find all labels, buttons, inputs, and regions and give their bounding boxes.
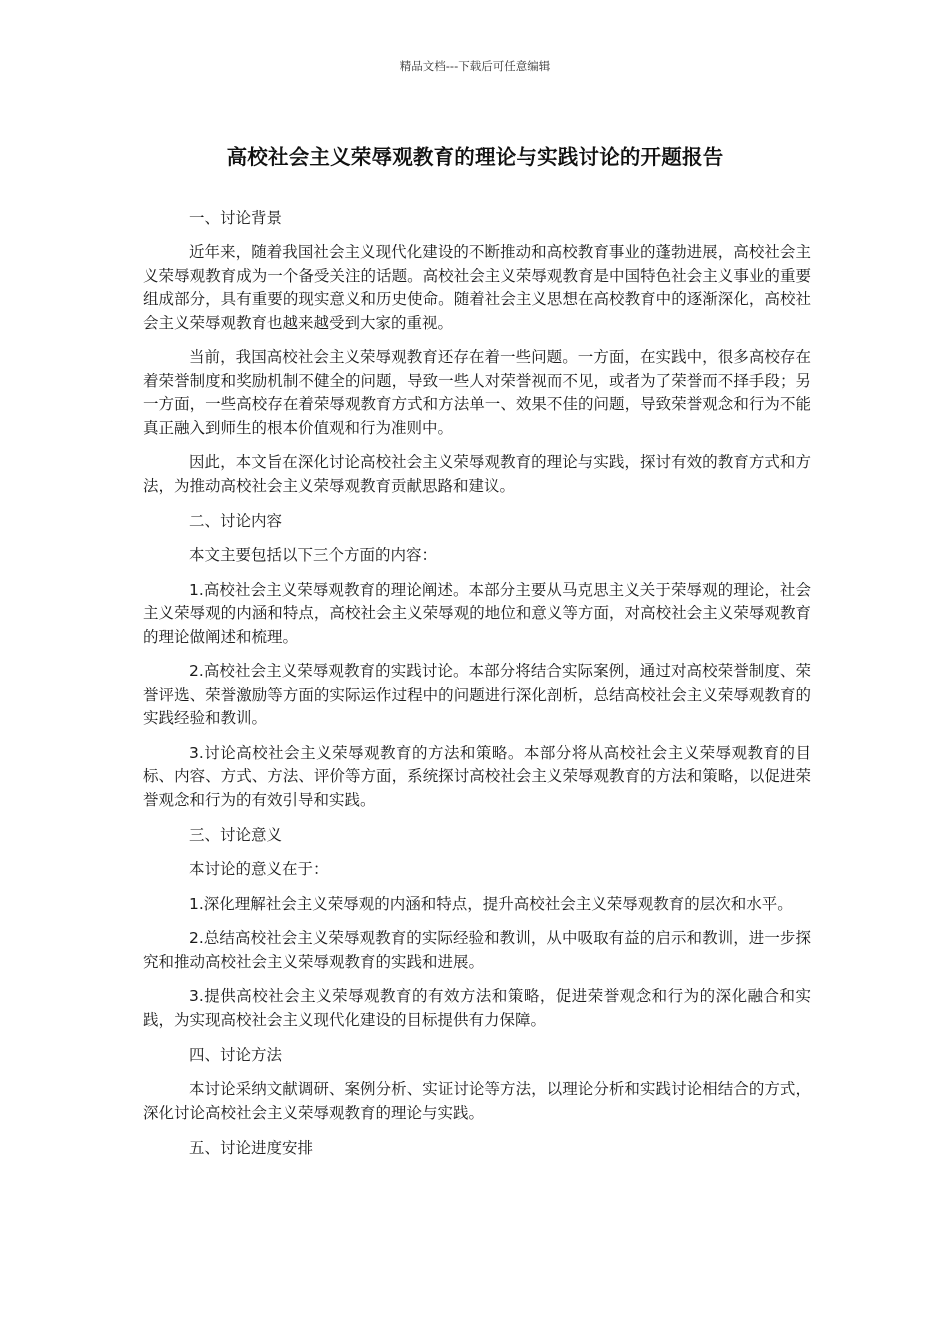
paragraph: 近年来，随着我国社会主义现代化建设的不断推动和高校教育事业的蓬勃进展，高校社会主义荣辱观教育成为一个备受关注的话题。高校社会主义荣辱观教育是中国特色社会主义事业的重要组成部分，具有重要的现实意义和历史使命。随着社会主义思想在高校教育中的逐渐深化，高校社会主义荣辱观教育也越来越受到大家的重视。: [143, 243, 811, 332]
section-heading-schedule: 五、讨论进度安排: [189, 1139, 314, 1157]
list-item: 1.深化理解社会主义荣辱观的内涵和特点，提升高校社会主义荣辱观教育的层次和水平。: [189, 894, 793, 913]
list-item: 3.讨论高校社会主义荣辱观教育的方法和策略。本部分将从高校社会主义荣辱观教育的目标、内容、方式、方法、评价等方面，系统探讨高校社会主义荣辱观教育的方法和策略，以促进荣誉观念和行为的有效引导和实践。: [143, 743, 811, 809]
paragraph: 当前，我国高校社会主义荣辱观教育还存在着一些问题。一方面，在实践中，很多高校存在着荣誉制度和奖励机制不健全的问题，导致一些人对荣誉视而不见，或者为了荣誉而不择手段；另一方面，一些高校存在着荣辱观教育方式和方法单一、效果不佳的问题，导致荣誉观念和行为不能真正融入到师生的根本价值观和行为准则中。: [143, 348, 811, 437]
document-body: [143, 206, 811, 1171]
paragraph: 本讨论的意义在于：: [189, 860, 329, 878]
document-title: 高校社会主义荣辱观教育的理论与实践讨论的开题报告: [226, 145, 724, 169]
list-item: 1.高校社会主义荣辱观教育的理论阐述。本部分主要从马克思主义关于荣辱观的理论，社会主义荣辱观的内涵和特点，高校社会主义荣辱观的地位和意义等方面，对高校社会主义荣辱观教育的理论做阐述和梳理。: [143, 580, 811, 646]
paragraph: 本文主要包括以下三个方面的内容：: [189, 546, 438, 564]
list-item: 2.总结高校社会主义荣辱观教育的实际经验和教训，从中吸取有益的启示和教训，进一步探究和推动高校社会主义荣辱观教育的实践和进展。: [143, 929, 811, 971]
paragraph: 因此，本文旨在深化讨论高校社会主义荣辱观教育的理论与实践，探讨有效的教育方式和方法，为推动高校社会主义荣辱观教育贡献思路和建议。: [143, 453, 811, 495]
section-heading-background: 一、讨论背景: [189, 209, 283, 227]
paragraph: 本讨论采纳文献调研、案例分析、实证讨论等方法，以理论分析和实践讨论相结合的方式，深化讨论高校社会主义荣辱观教育的理论与实践。: [143, 1080, 811, 1122]
list-item: 2.高校社会主义荣辱观教育的实践讨论。本部分将结合实际案例，通过对高校荣誉制度、荣誉评选、荣誉激励等方面的实际运作过程中的问题进行深化剖析，总结高校社会主义荣辱观教育的实践经验和教训。: [143, 662, 811, 727]
section-heading-significance: 三、讨论意义: [189, 826, 283, 844]
section-heading-methods: 四、讨论方法: [189, 1046, 283, 1064]
section-heading-content: 二、讨论内容: [189, 512, 283, 530]
list-item: 3.提供高校社会主义荣辱观教育的有效方法和策略，促进荣誉观念和行为的深化融合和实践，为实现高校社会主义现代化建设的目标提供有力保障。: [143, 987, 811, 1029]
page-header: 精品文档---下载后可任意编辑: [399, 59, 551, 73]
